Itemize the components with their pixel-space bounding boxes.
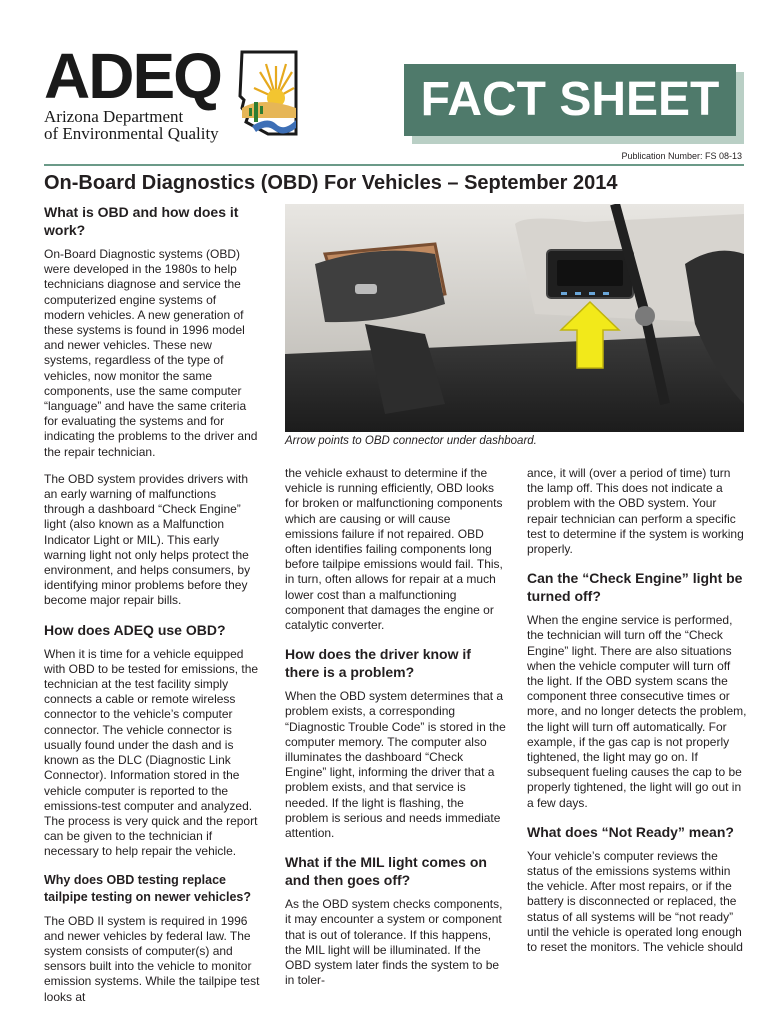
paragraph-obd-warning: The OBD system provides drivers with an early warning of malfunctions through a dashboard “Check Engine” light (also known as a Malfunction Indicator Light or MIL). This early warning light not only helps protect the environment, and helps consumers, by identifying minor problems before they become major repair bills.	[44, 471, 251, 608]
photo-caption: Arrow points to OBD connector under dashboard.	[285, 435, 537, 447]
heading-what-is-obd: What is OBD and how does it work?	[44, 204, 239, 238]
paragraph-not-ready: Your vehicle’s computer reviews the status of the emissions systems within the vehicle. After most repairs, or if the battery is disconnected or replaced, the status of all systems will be “not ready” until the vehicle is operated long enough to reset the monitors. The vehicle should	[527, 848, 743, 955]
adeq-logo-text: ADEQ	[44, 40, 221, 112]
org-name-line-2: of Environmental Quality	[44, 124, 219, 143]
obd-connector-photo	[285, 204, 744, 432]
fact-sheet-badge: FACT SHEET	[404, 64, 736, 136]
heading-mil-light: What if the MIL light comes on and then goes off?	[285, 854, 487, 889]
paragraph-obd-required: The OBD II system is required in 1996 and newer vehicles by federal law. The system consists of computer(s) and sensors built into the vehicle to monitor emission systems. While the tailpipe test looks at	[44, 913, 260, 1004]
column-3	[527, 466, 747, 967]
heading-check-engine-off: Can the “Check Engine” light be turned off?	[527, 570, 743, 605]
org-name-line-1: Arizona Department	[44, 107, 184, 126]
heading-adeq-use-obd: How does ADEQ use OBD?	[44, 621, 226, 638]
paragraph-mil-tolerance: As the OBD system checks components, it may encounter a system or component that is out of tolerance. If this happens, the MIL light will be illuminated. If the OBD system later finds the system to be in toler-	[285, 897, 503, 988]
paragraph-adeq-testing: When it is time for a vehicle equipped with OBD to be tested for emissions, the technician at the test facility simply connects a cable or remote wireless connector to the vehicle’s computer connector. The vehicle connector is usually found under the dash and is known as the DLC (Diagnostic Link Connector). Information stored in the vehicle computer is reported to the emissions-test computer and analyzed. The process is very quick and the report can be given to the technician if necessary to help repair the vehicle.	[44, 646, 259, 859]
heading-why-replace-tailpipe: Why does OBD testing replace tailpipe testing on newer vehicles?	[44, 872, 251, 904]
paragraph-lamp-off: ance, it will (over a period of time) turn the lamp off. This does not indicate a problem with the OBD system. Your repair technician can perform a specific test to determine if the system is working properly.	[527, 466, 744, 557]
publication-number: Publication Number: FS 08-13	[621, 151, 742, 161]
paragraph-obd-looks-for: the vehicle exhaust to determine if the vehicle is running efficiently, OBD looks for broken or malfunctioning components which are causing or will cause emissions failure if not repaired. OBD often identifies failing components long before tailpipe emissions would fail. This, in turn, often allows for repair at a much lower cost than a malfunctioning component that damages the engine or catalytic converter.	[285, 466, 503, 633]
heading-not-ready: What does “Not Ready” mean?	[527, 823, 734, 840]
column-1	[44, 203, 260, 1017]
column-2	[285, 466, 507, 1000]
page-title: On-Board Diagnostics (OBD) For Vehicles – September 2014	[44, 172, 618, 194]
heading-driver-know: How does the driver know if there is a problem?	[285, 646, 471, 681]
arizona-emblem-icon	[232, 46, 304, 138]
paragraph-diagnostic-code: When the OBD system determines that a problem exists, a corresponding “Diagnostic Trouble Code” is stored in the computer memory. The computer also illuminates the dashboard “Check Engine” light, informing the driver that a problem exists, and that service is needed. If the light is flashing, the problem is serious and needs immediate attention.	[285, 689, 506, 841]
paragraph-engine-service: When the engine service is performed, the technician will turn off the “Check Engine” light. There are also situations when the vehicle computer will turn off the light. If the OBD system scans the component three consecutive times or more, and no longer detects the problem, the light will turn off automatically. For example, if the gas cap is not properly tightened, the light may go on. If subsequent fueling causes the cap to be properly tightened, the light will go out in a few days.	[527, 613, 747, 810]
header-divider	[44, 164, 744, 166]
paragraph-obd-intro: On-Board Diagnostic systems (OBD) were developed in the 1980s to help technicians diagnose and service the computerized engine systems of modern vehicles. A new generation of these systems is found in 1996 model and newer vehicles. These new systems, regardless of the type of vehicles, now monitor the same components, use the same computer “language” and have the same criteria for evaluating the systems and for indicating the problems to the driver and the repair technician.	[44, 247, 258, 459]
